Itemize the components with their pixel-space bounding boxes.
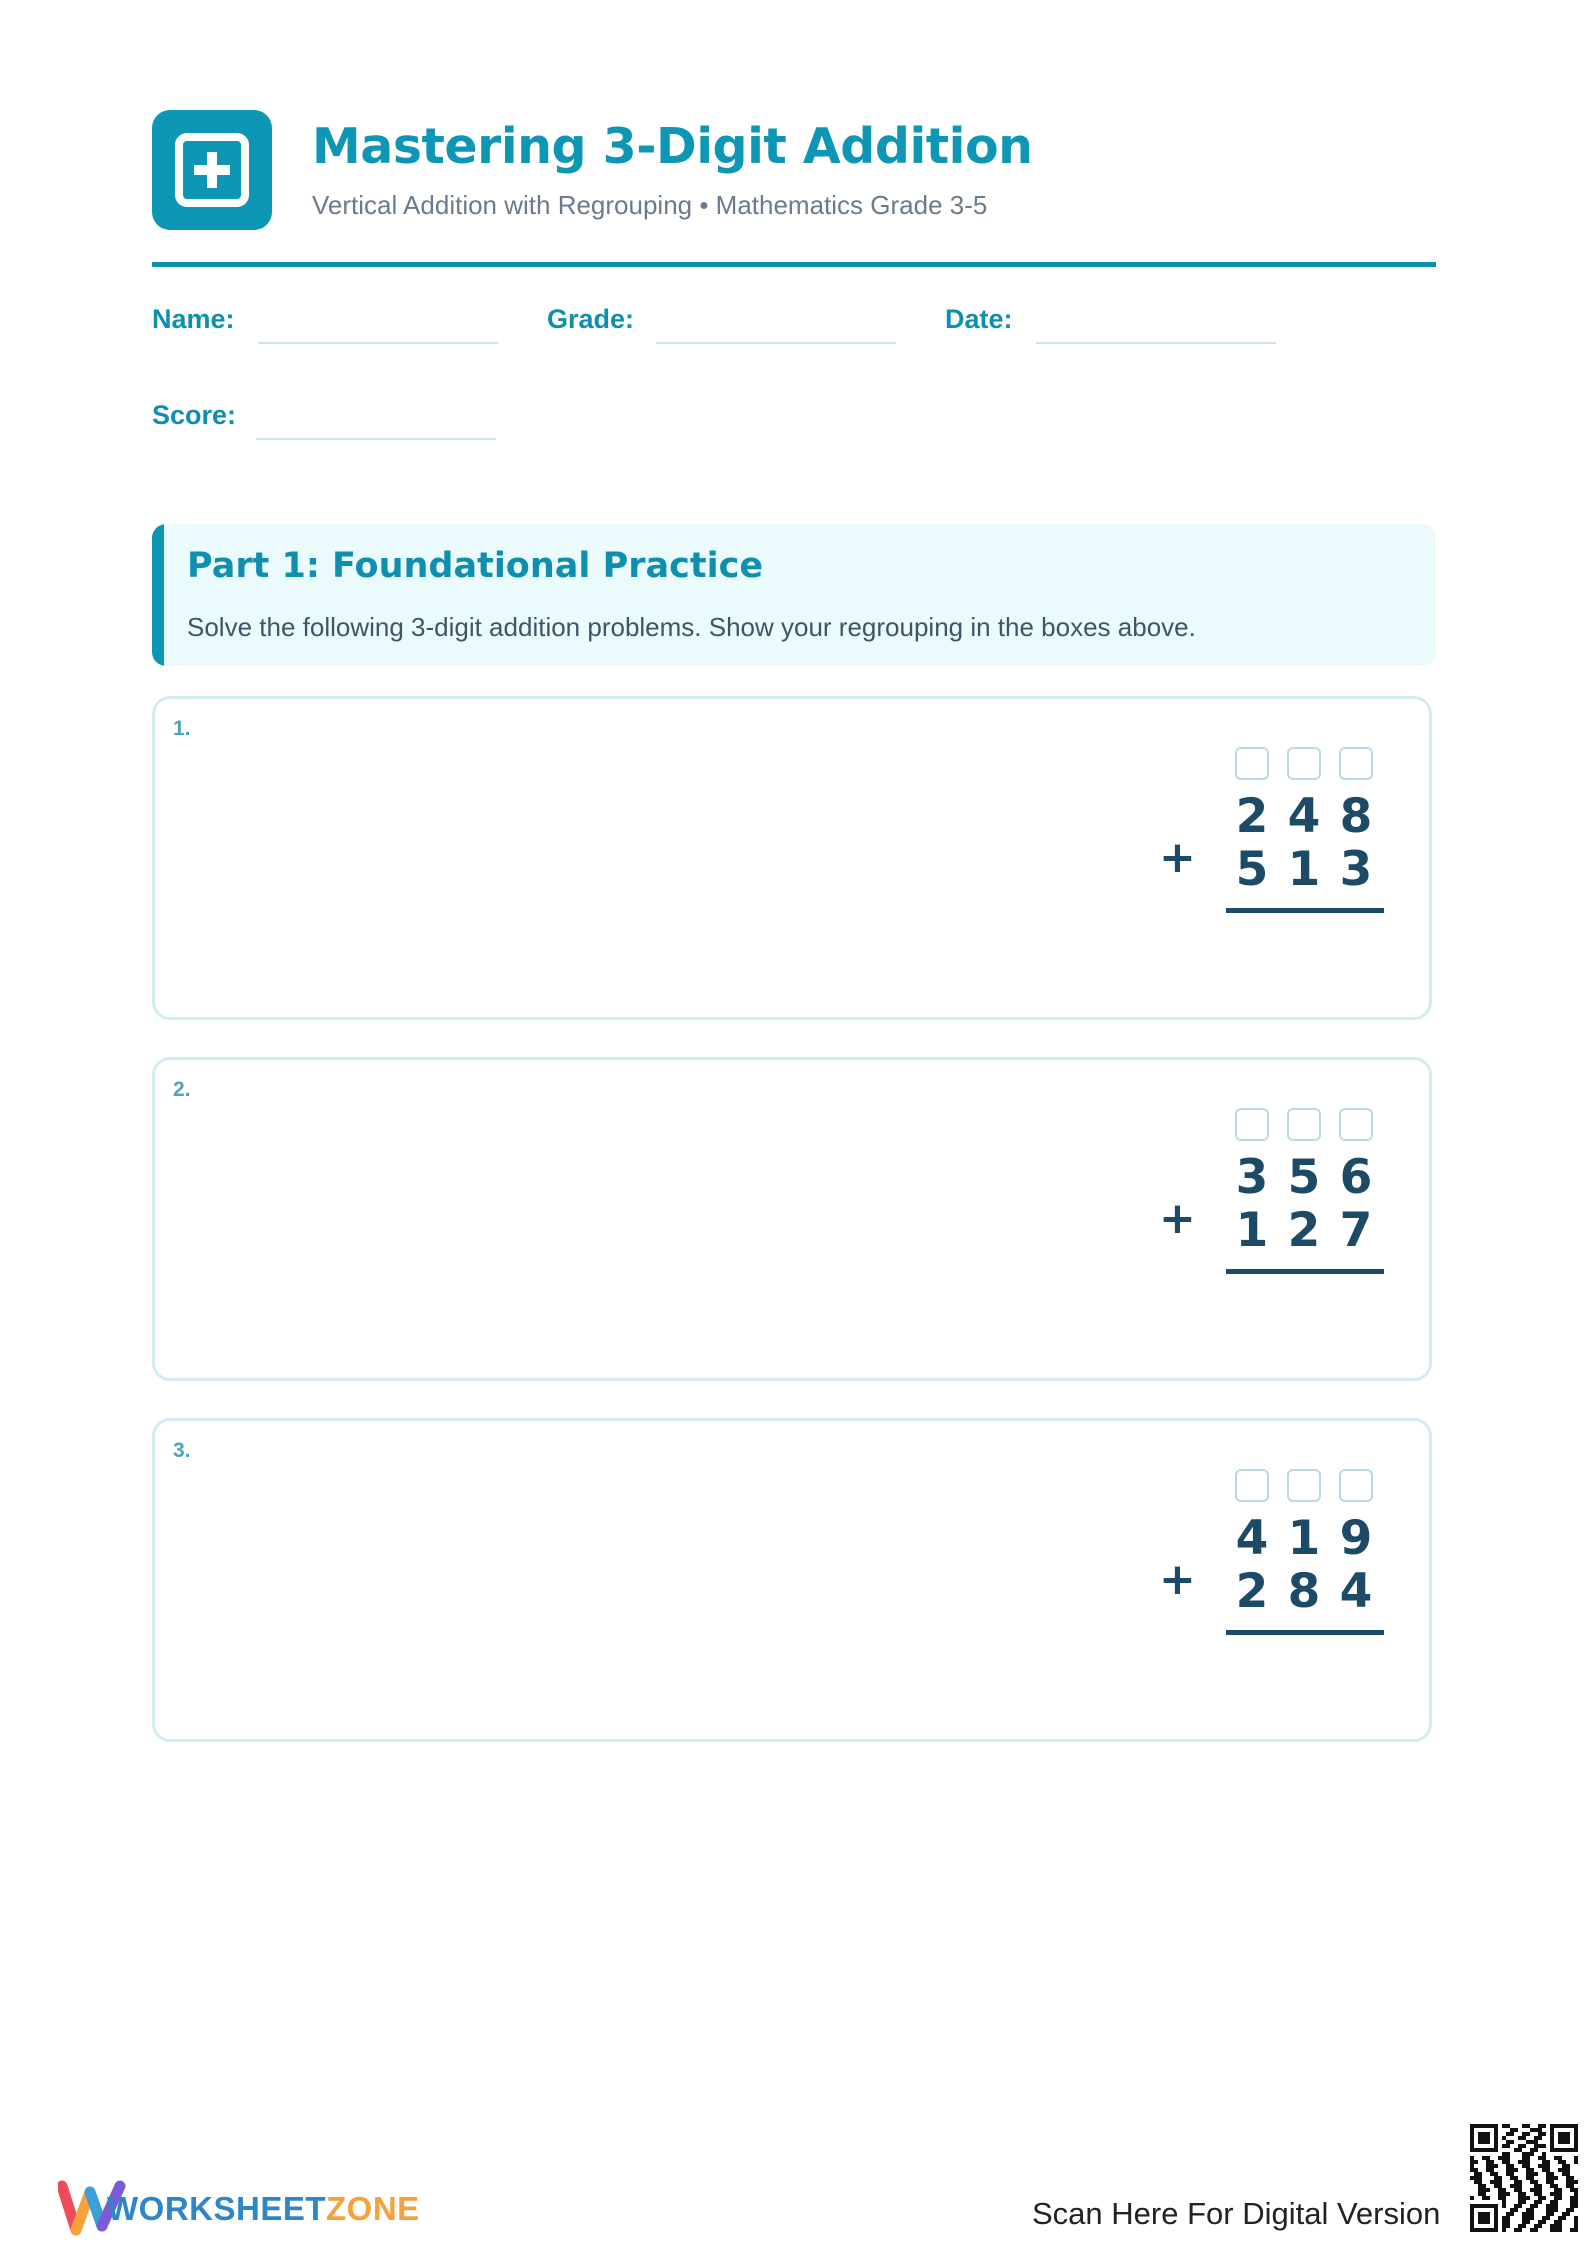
worksheet-header <box>152 110 1435 270</box>
sum-line <box>1226 1269 1384 1274</box>
carry-box[interactable] <box>1339 747 1373 780</box>
part1-title: Part 1: Foundational Practice <box>187 546 764 586</box>
header-divider <box>152 262 1436 267</box>
top-digit: 1 <box>1287 1511 1321 1566</box>
plus-sign: + <box>1159 1193 1196 1244</box>
plus-sign: + <box>1159 1554 1196 1605</box>
score-field[interactable] <box>256 438 496 440</box>
bottom-digit: 1 <box>1235 1203 1269 1258</box>
top-digit: 3 <box>1235 1150 1269 1205</box>
brand-worksheet: WORKSHEET <box>107 2190 326 2227</box>
bottom-digit: 5 <box>1235 842 1269 897</box>
part1-banner <box>152 524 1436 666</box>
part1-accent-bar <box>152 524 164 666</box>
top-digit: 5 <box>1287 1150 1321 1205</box>
carry-box[interactable] <box>1287 1108 1321 1141</box>
brand-zone: ZONE <box>326 2190 420 2227</box>
page-title: Mastering 3-Digit Addition <box>312 118 1033 175</box>
grade-field[interactable] <box>656 342 896 344</box>
bottom-digit: 7 <box>1339 1203 1373 1258</box>
date-label: Date: <box>945 304 1013 334</box>
part1-instructions: Solve the following 3-digit addition problems. Show your regrouping in the boxes above. <box>187 612 1196 642</box>
date-field[interactable] <box>1036 342 1276 344</box>
top-digit: 9 <box>1339 1511 1373 1566</box>
bottom-digit: 8 <box>1287 1564 1321 1619</box>
bottom-digit: 2 <box>1287 1203 1321 1258</box>
scan-instruction: Scan Here For Digital Version <box>1032 2196 1441 2231</box>
plus-square-icon <box>152 110 272 230</box>
carry-box[interactable] <box>1339 1108 1373 1141</box>
sum-line <box>1226 1630 1384 1635</box>
carry-box[interactable] <box>1287 747 1321 780</box>
problem-card <box>152 1057 1432 1381</box>
problem-number: 2. <box>173 1078 191 1101</box>
problem-card <box>152 1418 1432 1742</box>
bottom-digit: 3 <box>1339 842 1373 897</box>
name-field[interactable] <box>258 342 498 344</box>
sum-line <box>1226 908 1384 913</box>
top-digit: 4 <box>1235 1511 1269 1566</box>
carry-box[interactable] <box>1235 747 1269 780</box>
carry-box[interactable] <box>1339 1469 1373 1502</box>
name-label: Name: <box>152 304 235 334</box>
top-digit: 8 <box>1339 789 1373 844</box>
footer-brand <box>107 2190 420 2228</box>
score-label: Score: <box>152 400 237 430</box>
bottom-digit: 2 <box>1235 1564 1269 1619</box>
top-digit: 6 <box>1339 1150 1373 1205</box>
problem-number: 1. <box>173 717 191 740</box>
top-digit: 2 <box>1235 789 1269 844</box>
plus-sign: + <box>1159 832 1196 883</box>
carry-box[interactable] <box>1235 1108 1269 1141</box>
problem-number: 3. <box>173 1439 191 1462</box>
bottom-digit: 1 <box>1287 842 1321 897</box>
problem-card <box>152 696 1432 1020</box>
carry-box[interactable] <box>1235 1469 1269 1502</box>
carry-box[interactable] <box>1287 1469 1321 1502</box>
qr-code-icon[interactable] <box>1470 2124 1578 2232</box>
page-subtitle: Vertical Addition with Regrouping • Mathematics Grade 3-5 <box>312 190 988 220</box>
top-digit: 4 <box>1287 789 1321 844</box>
grade-label: Grade: <box>547 304 635 334</box>
bottom-digit: 4 <box>1339 1564 1373 1619</box>
